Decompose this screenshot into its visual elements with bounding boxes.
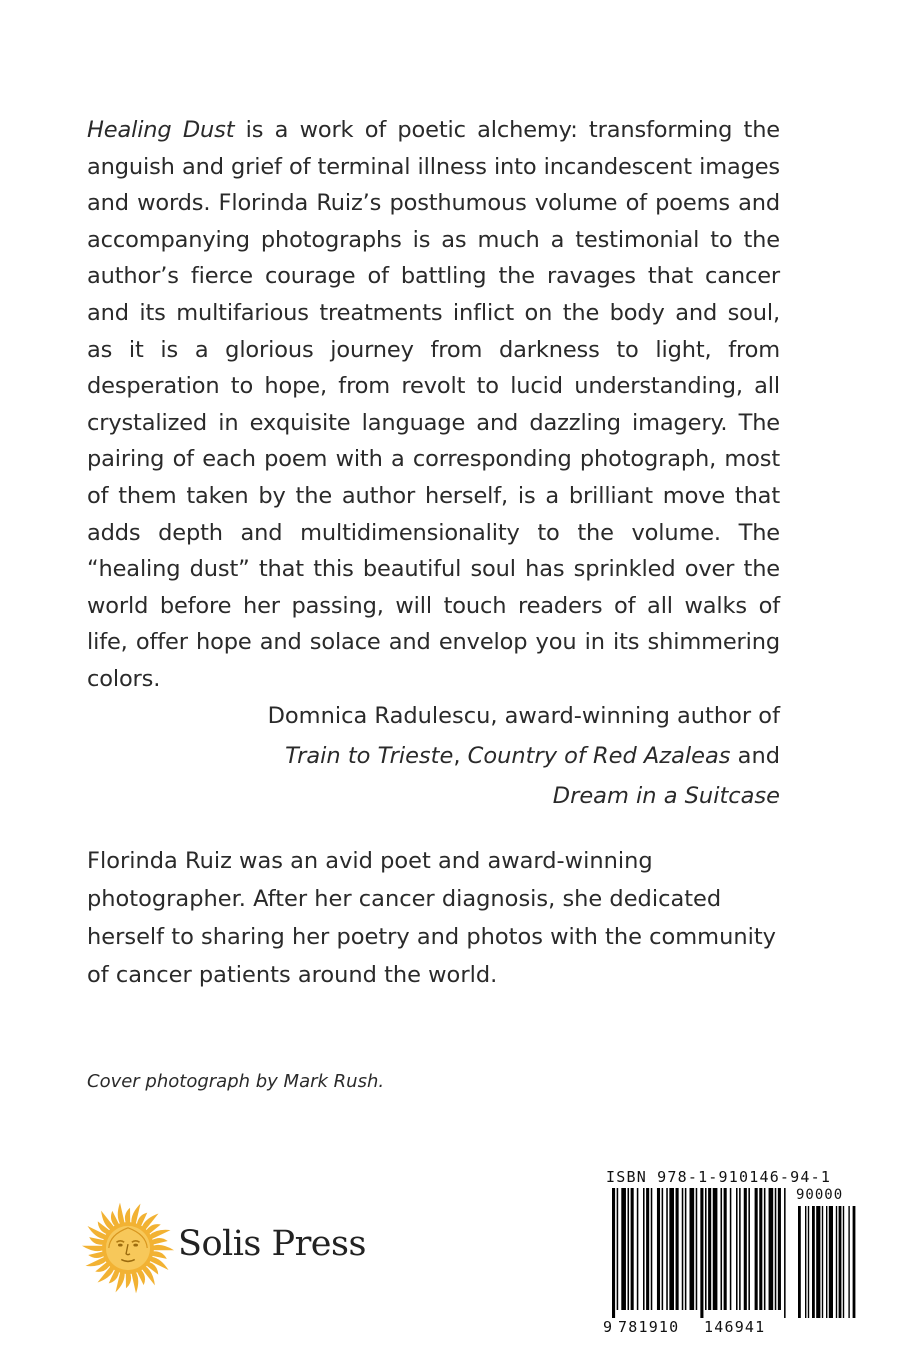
book-train-to-trieste: Train to Trieste [285, 743, 454, 769]
sun-ray [152, 1238, 168, 1245]
ean-first-digit: 9 [603, 1318, 613, 1336]
ean-left-digits: 781910 [618, 1318, 680, 1336]
barcode-bar [759, 1188, 762, 1310]
barcode-bar [666, 1188, 668, 1310]
addon-bar [816, 1206, 820, 1318]
barcode-bar [657, 1188, 660, 1310]
book-title: Healing Dust [87, 117, 235, 143]
barcode-bar [744, 1188, 747, 1310]
sun-ray [126, 1273, 131, 1288]
price-addon-digits: 90000 [796, 1187, 844, 1203]
sun-ray [118, 1203, 125, 1225]
barcode-bar [696, 1188, 698, 1310]
barcode-bar [637, 1188, 639, 1310]
addon-bar [836, 1206, 837, 1318]
barcode-icon [612, 1188, 857, 1318]
barcode-bar [724, 1188, 727, 1310]
sun-ray [149, 1230, 170, 1239]
barcode-bar [713, 1188, 718, 1310]
addon-bar [839, 1206, 842, 1318]
sun-ray [86, 1257, 107, 1266]
barcode-bar [775, 1188, 777, 1310]
addon-bar [812, 1206, 815, 1318]
barcode-bar [690, 1188, 695, 1310]
addon-bar [826, 1206, 827, 1318]
barcode-bar [628, 1188, 630, 1310]
ean-right-digits: 146941 [704, 1318, 766, 1336]
barcode-bar [769, 1188, 774, 1310]
cover-credit: Cover photograph by Mark Rush. [87, 1071, 385, 1092]
barcode-bar [736, 1188, 738, 1310]
publisher-name: Solis Press [178, 1224, 366, 1264]
addon-bar [822, 1206, 823, 1318]
attribution-line: Domnica Radulescu, award-winning author of [267, 703, 780, 729]
book-dream-in-a-suitcase: Dream in a Suitcase [552, 783, 780, 809]
barcode-bar [662, 1188, 664, 1310]
barcode-bar [705, 1188, 707, 1310]
barcode-bar [778, 1188, 781, 1310]
barcode-bar [651, 1188, 653, 1310]
sun-ray [131, 1272, 138, 1294]
addon-bar [843, 1206, 844, 1318]
attribution-books-line: Train to Trieste, Country of Red Azaleas and [285, 743, 780, 769]
blurb-text: is a work of poetic alchemy: transforming the anguish and grief of terminal illness into incandescent images and words. Florinda Ruiz’s posthumous volume of poems and accompanying photographs is as much a testimonial to the author’s fierce courage of battling the ravages that cancer and its multifarious treatments inflict on the body and soul, as it is a glorious journey from darkness to light, from desperation to hope, from revolt to lucid understanding, all crystalized in exquisite language and dazzling imagery. The pairing of each poem with a corresponding photograph, most of them taken by the author herself, is a brilliant move that adds depth and multidimensionality to the volume. The “healing dust” that this beautiful soul has sprinkled over the world before her passing, will touch readers of all walks of life, offer hope and solace and envelop you in its shimmering colors. [87, 117, 780, 692]
sun-ray [125, 1208, 130, 1223]
author-bio: Florinda Ruiz was an avid poet and award-winning photographer. After her cancer diagnosis, she dedicated herself to sharing her poetry and photos with the community of cancer patients around the world. [87, 848, 776, 988]
barcode-bar [700, 1188, 703, 1318]
barcode-bar [730, 1188, 732, 1310]
addon-bar [848, 1206, 849, 1318]
barcode-bar [621, 1188, 626, 1310]
addon-bar [829, 1206, 833, 1318]
attribution-book-line [87, 776, 780, 816]
barcode-bar [617, 1188, 619, 1310]
barcode-bar [739, 1188, 741, 1310]
barcode-bar [682, 1188, 684, 1310]
barcode-bar [631, 1188, 634, 1310]
addon-bar [798, 1206, 801, 1318]
barcode-bar [784, 1188, 786, 1318]
sun-ray [82, 1246, 103, 1251]
barcode-bar [748, 1188, 750, 1310]
barcode-bar [755, 1188, 758, 1310]
addon-bar [853, 1206, 856, 1318]
barcode-bar [669, 1188, 674, 1310]
barcode-bar [646, 1188, 649, 1310]
blurb-paragraph [87, 112, 780, 698]
barcode-bar [685, 1188, 687, 1310]
barcode-bar [643, 1188, 645, 1310]
isbn-label: ISBN 978-1-910146-94-1 [606, 1168, 832, 1186]
sun-ray [153, 1245, 174, 1250]
attribution [87, 696, 780, 816]
sun-ray [88, 1251, 104, 1258]
sun-logo-icon [80, 1200, 176, 1296]
barcode-bar [708, 1188, 711, 1310]
barcode-bar [612, 1188, 615, 1318]
book-country-of-red-azaleas: Country of Red Azaleas [467, 743, 731, 769]
barcode-bar [764, 1188, 766, 1310]
barcode-bar [676, 1188, 679, 1310]
barcode-bar [721, 1188, 723, 1310]
addon-bar [805, 1206, 806, 1318]
addon-bar [808, 1206, 809, 1318]
